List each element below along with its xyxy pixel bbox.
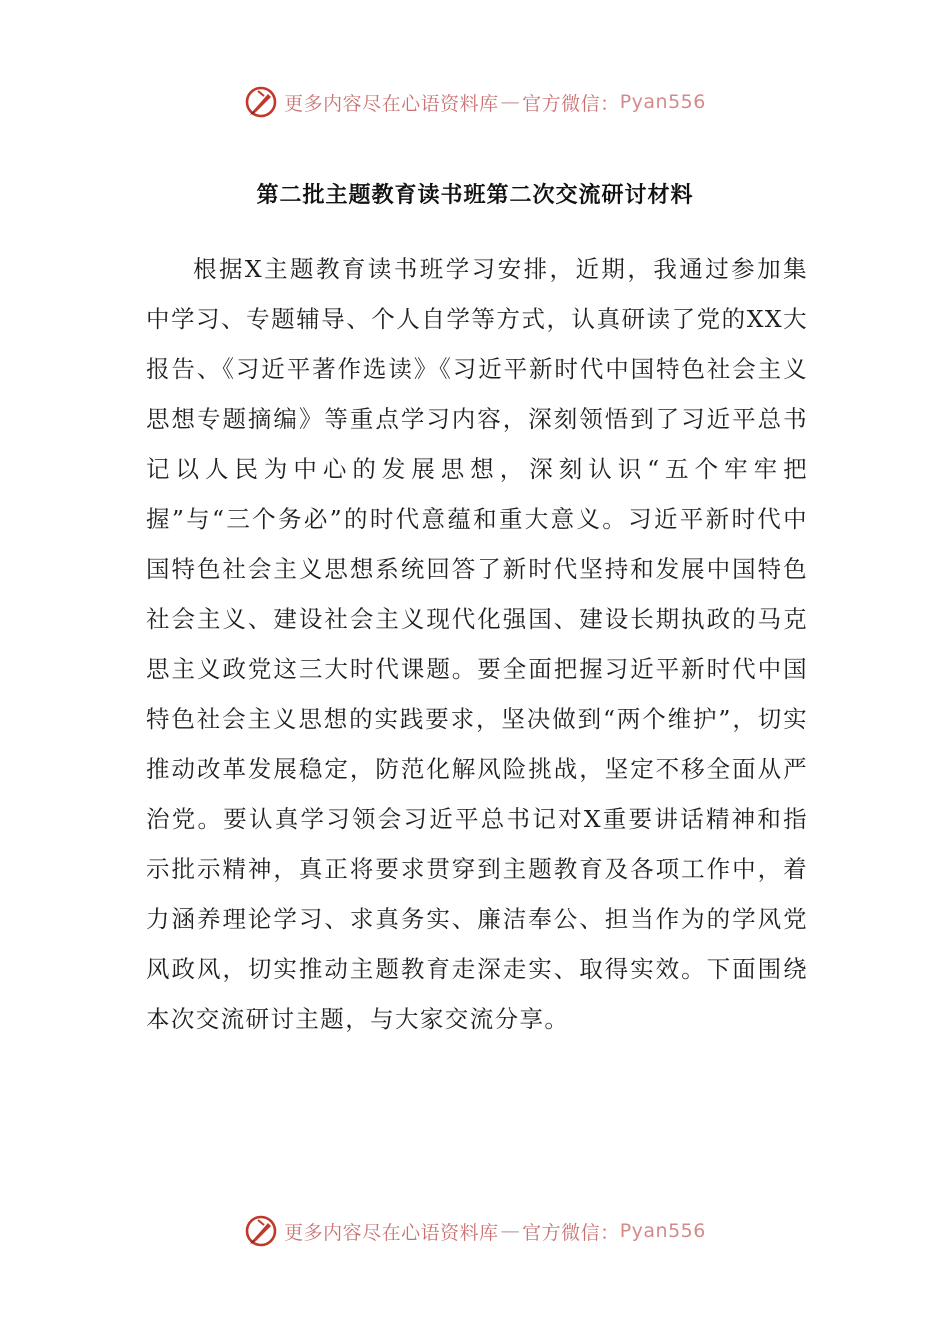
body-paragraph: 根据X主题教育读书班学习安排，近期，我通过参加集中学习、专题辅导、个人自学等方式，认真研读了党的XX大报告、《习近平著作选读》《习近平新时代中国特色社会主义思想专题摘编》等重点学习内容，深刻领悟到了习近平总书记以人民为中心的发展思想，深刻认识“五个牢牢把握”与“三个务必”的时代意蕴和重大意义。习近平新时代中国特色社会主义思想系统回答了新时代坚持和发展中国特色社会主义、建设社会主义现代化强国、建设长期执政的马克思主义政党这三大时代课题。要全面把握习近平新时代中国特色社会主义思想的实践要求，坚决做到“两个维护”，切实推动改革发展稳定，防范化解风险挑战，坚定不移全面从严治党。要认真学习领会习近平总书记对X重要讲话精神和指示批示精神，真正将要求贯穿到主题教育及各项工作中，着力涵养理论学习、求真务实、廉洁奉公、担当作为的学风党风政风，切实推动主题教育走深走实、取得实效。下面围绕本次交流研讨主题，与大家交流分享。 bbox=[146, 255, 808, 1033]
watermark-slogan: 更多内容尽在心语资料库 bbox=[284, 1221, 499, 1244]
document-title: 第二批主题教育读书班第二次交流研讨材料 bbox=[256, 183, 694, 208]
footer-watermark bbox=[0, 1211, 950, 1251]
header-watermark bbox=[0, 82, 950, 122]
watermark-wechat-id: Pyan556 bbox=[619, 1220, 706, 1242]
quill-pen-circle-icon bbox=[244, 85, 278, 119]
watermark-contact-label: 官方微信： bbox=[522, 92, 620, 115]
watermark-slogan: 更多内容尽在心语资料库 bbox=[284, 92, 499, 115]
watermark-separator: — bbox=[500, 91, 521, 113]
watermark-separator: — bbox=[500, 1220, 521, 1242]
watermark-contact-label: 官方微信： bbox=[522, 1221, 620, 1244]
quill-pen-circle-icon bbox=[244, 1214, 278, 1248]
watermark-wechat-id: Pyan556 bbox=[619, 91, 706, 113]
